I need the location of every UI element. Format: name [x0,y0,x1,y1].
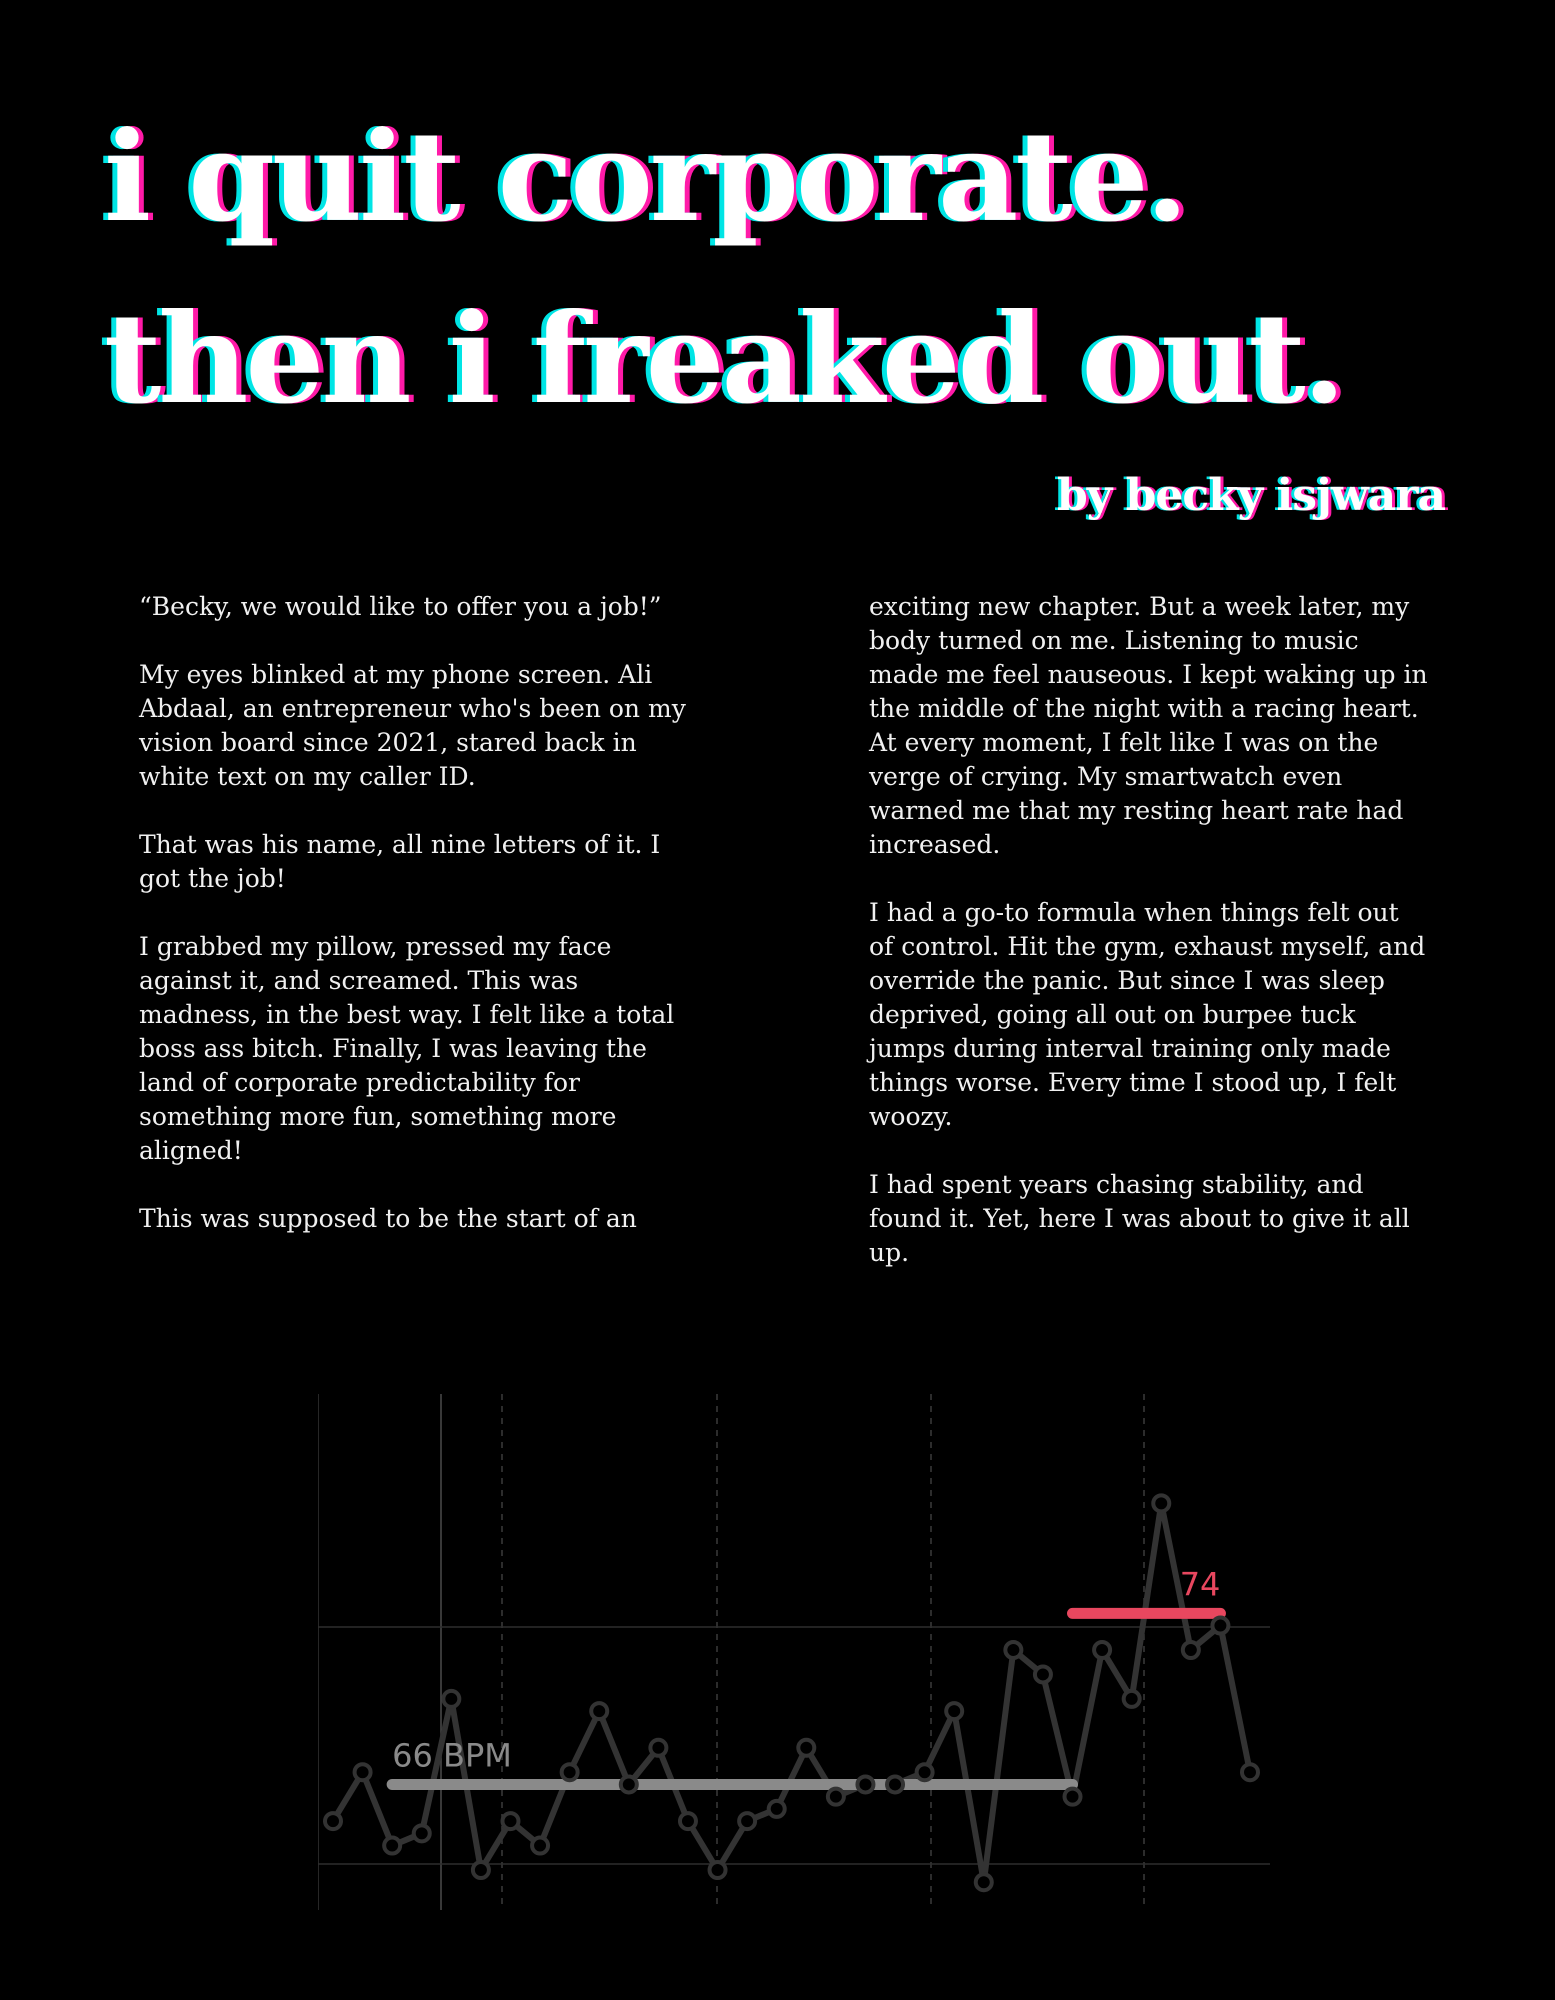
data-point [1035,1666,1051,1682]
chart-series [333,1503,1250,1882]
data-point [1005,1642,1021,1658]
data-point [887,1776,903,1792]
data-point [1242,1764,1258,1780]
byline: by becky isjwara [1056,470,1445,521]
data-point [798,1740,814,1756]
chart-points [325,1495,1258,1890]
data-point [857,1776,873,1792]
paragraph: “Becky, we would like to offer you a job!” [139,592,662,621]
series-line [333,1503,1250,1882]
title-line-1: i quit corporate. [104,105,1186,250]
paragraph: That was his name, all nine letters of it. I got the job! [139,830,661,893]
data-point [1153,1495,1169,1511]
data-point [355,1764,371,1780]
data-point [946,1703,962,1719]
data-point [1094,1642,1110,1658]
paragraph: My eyes blinked at my phone screen. Ali Abdaal, an entrepreneur who's been on my vision board since 2021, stared back in white text on my caller ID. [139,660,686,791]
heart-rate-chart-svg [318,1390,1270,1910]
data-point [502,1813,518,1829]
paragraph: I grabbed my pillow, pressed my face against it, and screamed. This was madness, in the best way. I felt like a total boss ass bitch. Finally, I was leaving the land of corporate predictability for something more fun, something more aligned! [139,932,675,1165]
data-point [591,1703,607,1719]
paragraph: exciting new chapter. But a week later, my body turned on me. Listening to music made me feel nauseous. I kept waking up in the middle of the night with a racing heart. At every moment, I felt like I was on the verge of crying. My smartwatch even warned me that my resting heart rate had increased. [869,592,1428,859]
data-point [769,1801,785,1817]
data-point [976,1874,992,1890]
paragraph: I had spent years chasing stability, and found it. Yet, here I was about to give it all up. [869,1170,1410,1267]
data-point [1183,1642,1199,1658]
data-point [680,1813,696,1829]
data-point [710,1862,726,1878]
data-point [739,1813,755,1829]
right-column [869,590,1429,1270]
title-line-2: then i freaked out. [104,287,1343,432]
left-column [139,590,699,1236]
data-point [1065,1789,1081,1805]
data-point [532,1838,548,1854]
data-point [917,1764,933,1780]
paragraph: This was supposed to be the start of an [139,1204,637,1233]
data-point [443,1691,459,1707]
data-point [325,1813,341,1829]
heart-rate-chart [318,1390,1270,1910]
baseline-average-label: 66 BPM [392,1736,512,1775]
data-point [384,1838,400,1854]
data-point [473,1862,489,1878]
data-point [414,1825,430,1841]
data-point [562,1764,578,1780]
data-point [1212,1618,1228,1634]
data-point [621,1776,637,1792]
data-point [828,1789,844,1805]
baseline-elevated-label: 74 [1179,1565,1221,1604]
paragraph: I had a go-to formula when things felt out of control. Hit the gym, exhaust myself, and override the panic. But since I was sleep deprived, going all out on burpee tuck jumps during interval training only made things worse. Every time I stood up, I felt woozy. [869,898,1426,1131]
data-point [1124,1691,1140,1707]
data-point [650,1740,666,1756]
chart-grid [318,1394,1270,1910]
